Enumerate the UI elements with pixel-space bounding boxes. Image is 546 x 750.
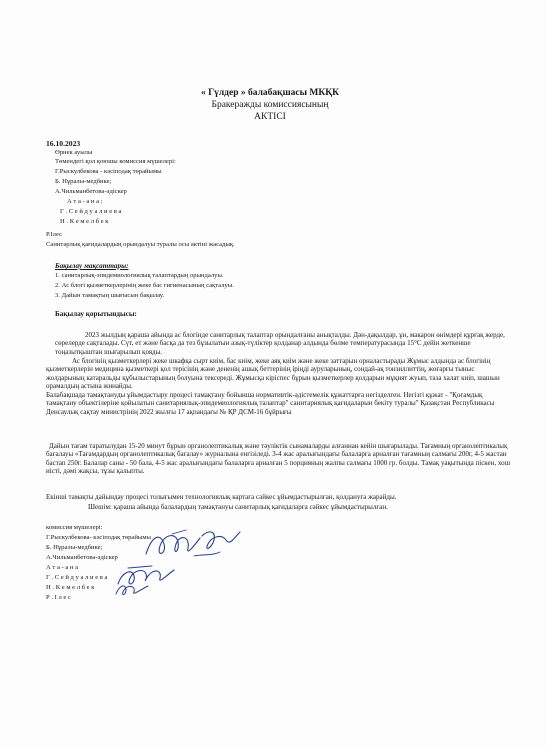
results-paragraph-3: Балабақшада тамақтануды ұйымдастыру процесі тамақтану бойынша нормативтік-әдістемелік құжаттарға негізделген. Негізгі құжат - "Қоғамдық тамақтану объектілеріне қойылатын санитариялық-эпидемиологиялық талаптар" санитариялық қағидаларын бекіту туралы" Қазақстан Республикасы Денсаулық сақтау министрінің 2022 жылғы 17 ақпандағы № ҚР ДСМ-16 бұйрығы: [46, 391, 495, 416]
signature-line: Г.Рыскулбекова- кәсіподақ төрайымы: [46, 534, 151, 541]
signatures-intro: комиссия мүшелері:: [46, 524, 103, 531]
members-intro: Төмендегі қол қоюшы комиссия мүшелері:: [55, 158, 176, 165]
member-line: Г . С е й д у а л и е в а: [60, 208, 122, 215]
document-place: Өрнек ауылы: [55, 149, 93, 156]
signature-line: Б. Нұралы-медбике;: [46, 544, 103, 551]
member-line: Б. Нұралы-медбике;: [55, 178, 112, 185]
signature-line: Г . С е й д у а л и е в а: [46, 574, 108, 581]
signature-line: Н . К е м е л б е к: [46, 584, 95, 591]
signature-line: А.Чильманбетова-әдіскер: [46, 554, 118, 561]
signature-line: А т а - а н а: [46, 564, 79, 571]
member-line: Р.Ілес: [46, 231, 62, 238]
member-line: А т а - а н а :: [67, 198, 103, 205]
results-paragraph-5: Екінші тамақты дайындау процесі толығымен технологиялық картаға сәйкес ұйымдастырылған, қолдануға жарайды.: [46, 493, 397, 501]
member-line: А.Чильманбетова-әдіскер: [55, 188, 127, 195]
member-line: Г.Рыскулбекова - кәсіподақ төрайымы: [55, 168, 162, 175]
results-paragraph-2: Ас блогінің қызметкерлері жеке шкафқа сырт киім, бас киім, жеке аяқ киім және жеке заттарын орналастырады Жұмыс алдында ас блогінің қызметкерлерін медицина қызметкері қол терісінің және дененің ашық беттерінің іріңді ауруларының, сондай-ақ тонзиллиттің, жоғарғы тыныс жолдарының катаральды құбылыстарының болуына тексереді. Жұмысқа кіріспес бұрын қызметкерлер қолдарын мұқият жуып, таза халат киіп, шашын орамалдың астына жинайды.: [46, 357, 500, 391]
goal-item: 3. Дайын тамақтың шығысын бақылау.: [55, 292, 165, 299]
commission-title: Бракеражды комиссиясының: [211, 100, 329, 110]
goals-title: Бақылау мақсаттары:: [55, 262, 129, 270]
signature-line: Р . І л е с: [46, 594, 71, 601]
goal-item: 2. Ас блогі қызметкерлерінің жеке бас гигиенасының сақталуы.: [55, 282, 234, 289]
results-paragraph-1: 2023 жылдың қараша айында ас блогінде санитарлық талаптар орындалғаны анықталды. Дән-дақылдар, ұн, макарон өнімдері құрғақ жерде, сөрелерде сақталады. Сүт, ет және басқа да тез бұзылатын азық-түліктер қолданар алдында бөлме температурасында 15°С дейін жеткенше тоңазытқыштан шығарылып қояды.: [55, 331, 505, 356]
handwritten-signature-1: [142, 526, 252, 562]
handwritten-signature-3: [112, 580, 152, 600]
member-line: Н . К е м е л б е к: [60, 218, 109, 225]
goal-item: 1. санитарлық-эпидемиологиялық талаптардың орындалуы.: [55, 272, 224, 279]
document-header: [150, 87, 390, 123]
org-title: « Гүлдер » балабақшасы МКҚК: [200, 88, 340, 98]
doc-type-title: АКТІСІ: [254, 112, 286, 122]
purpose-statement: Санитарлық қағидалардың орындалуы туралы осы актіні жасадық.: [46, 241, 235, 248]
results-paragraph-4: Дайын тағам таратылудан 15-20 минут бұрын органолептикалық және тәуліктік сынамаларды алғаннан кейін шығарылады. Тағамның органолептикалық бағалауы «Тағамдардың органолептикалық бағалау» журналына енгізіледі. 3-4 жас аралығындағы балаларға арналған тағамның салмағы 200г, 4-5 жастан бастап 250г. Балалар саны - 50 бала, 4-5 жас аралығындағы балаларға арналған 5 порцияның жалпы салмағы 1000 гр. болды. Тамақ уақытында піскен, хош иісті, дәмі жақсы, тұзы қалыпты.: [46, 442, 511, 476]
results-title: Бақылау қорытындысы:: [55, 310, 137, 318]
results-conclusion: Шешім: қараша айында балалардың тамақтануы санитарлық қағидаларға сәйкес ұйымдастырылған.: [88, 503, 388, 511]
document-date: 16.10.2023: [46, 139, 81, 148]
